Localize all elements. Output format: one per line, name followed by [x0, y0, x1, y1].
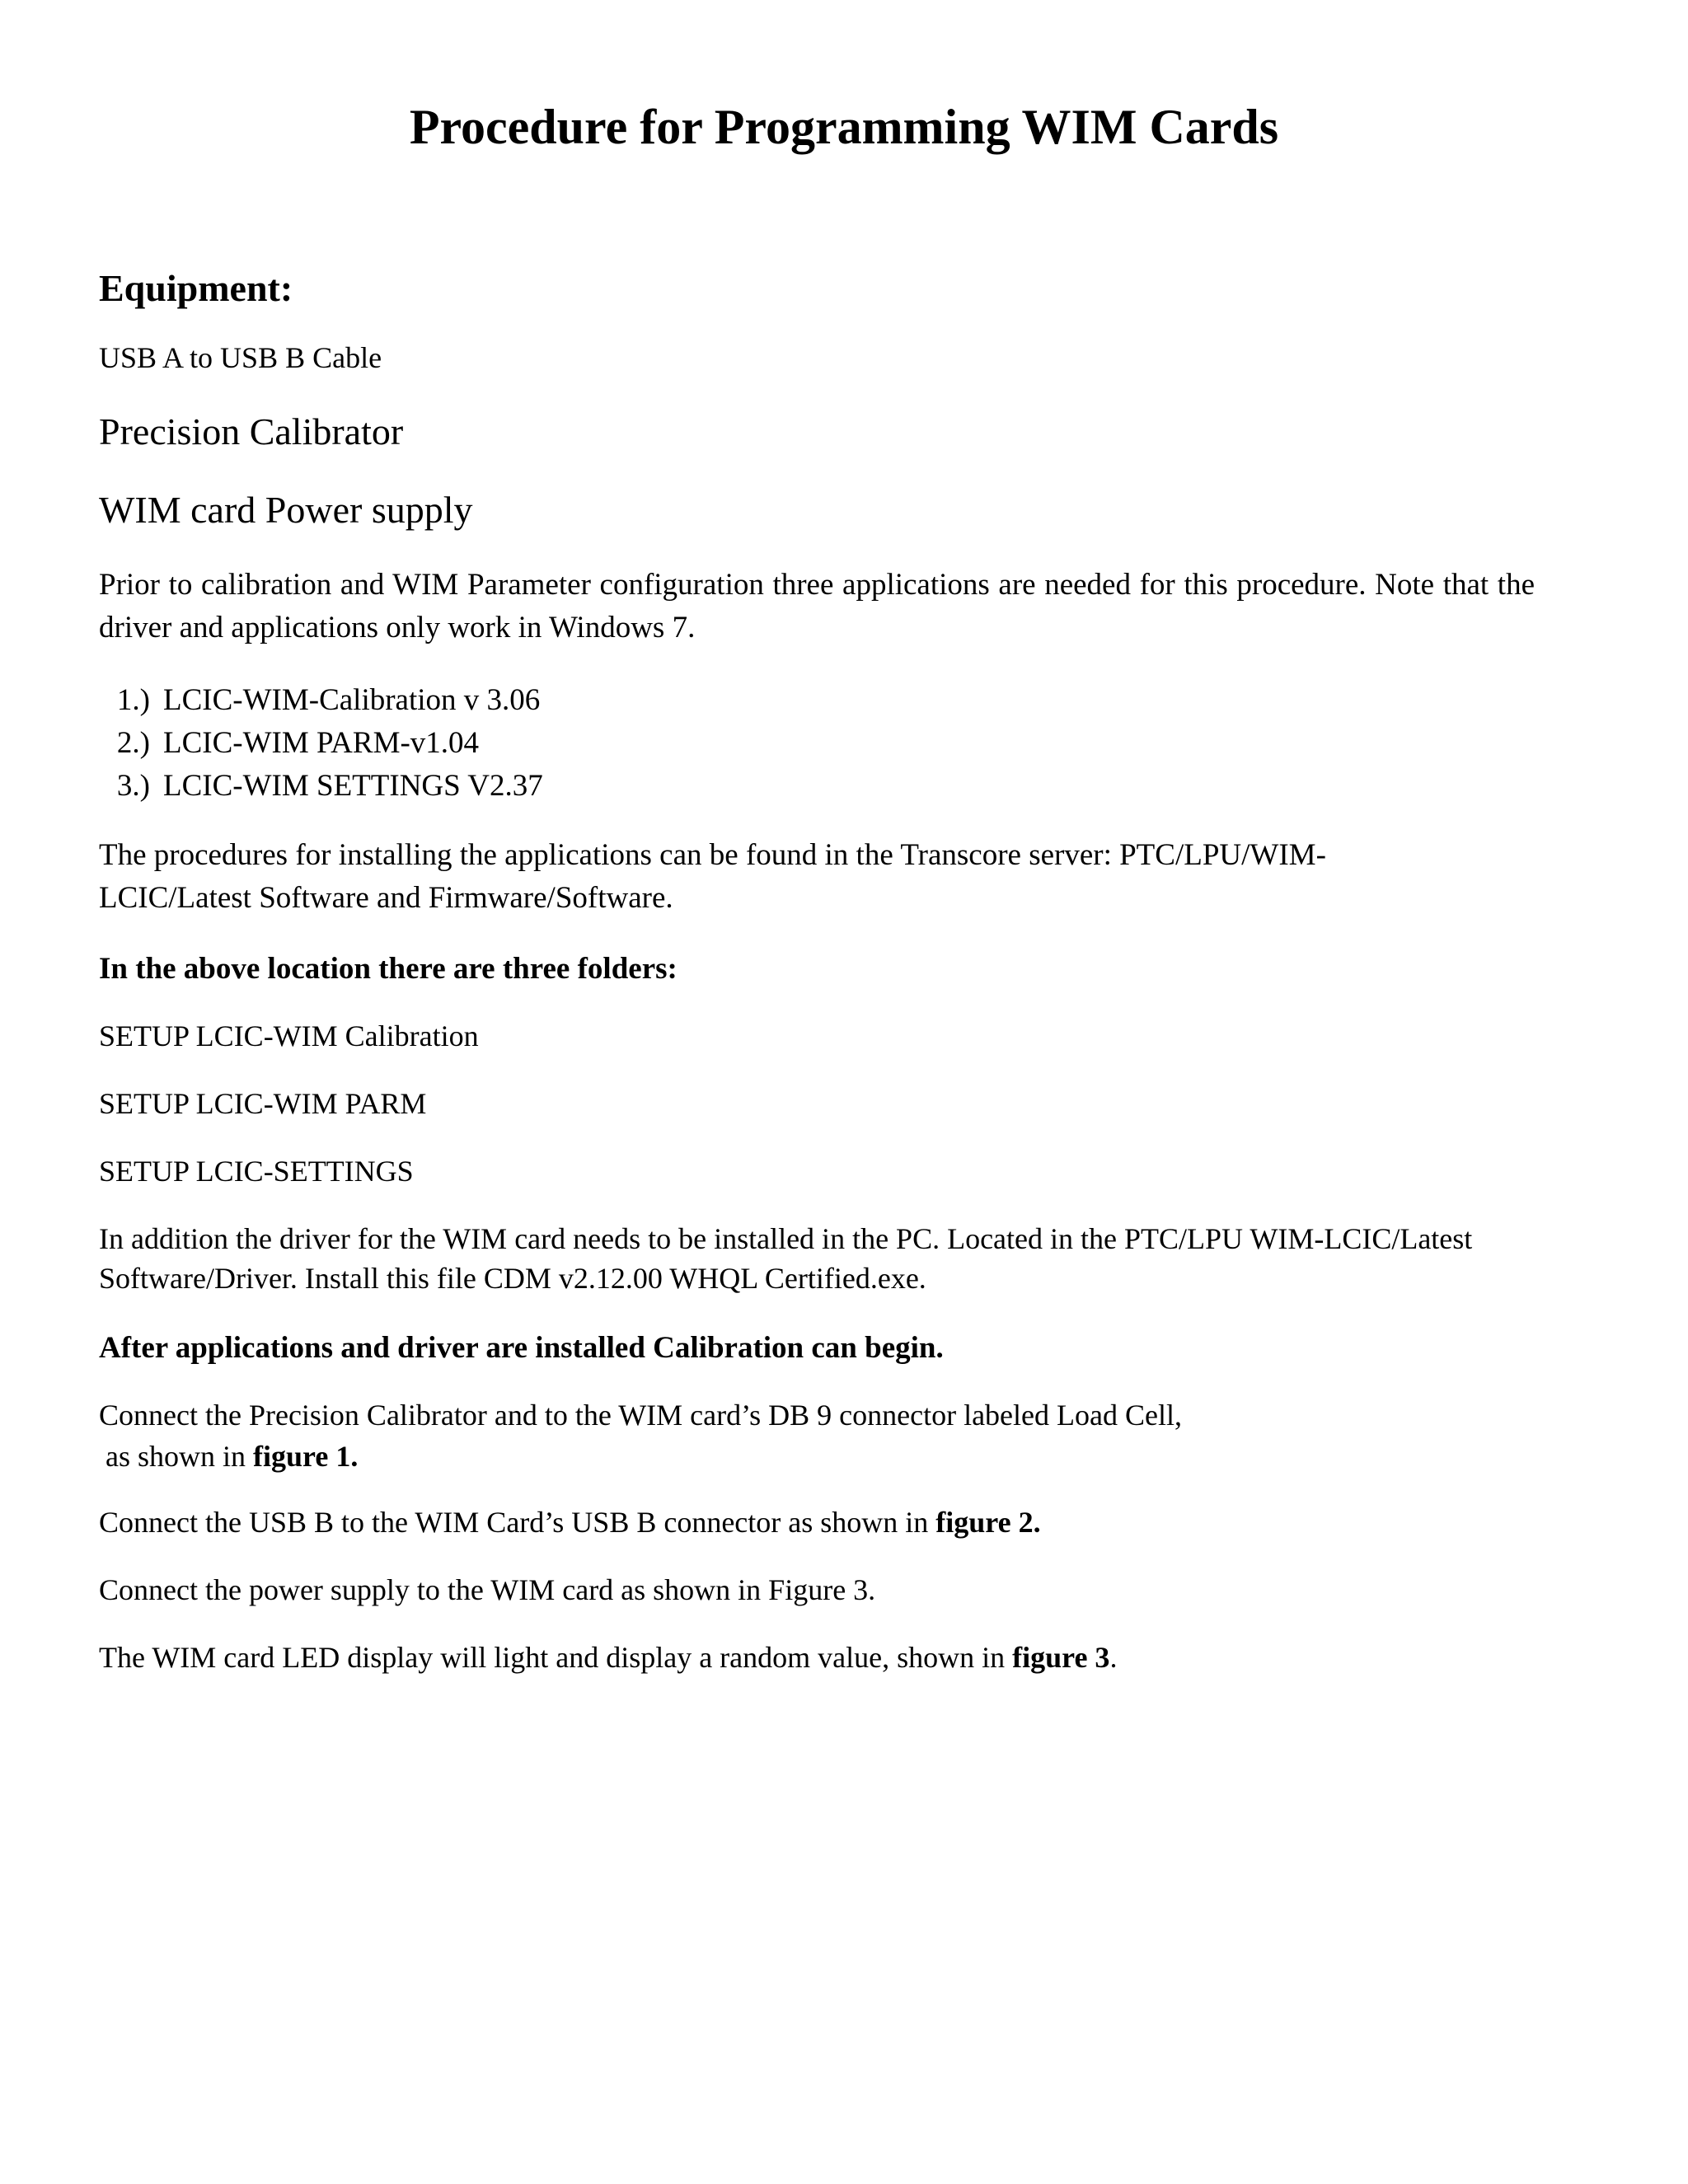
folder-item-parm: SETUP LCIC-WIM PARM	[99, 1087, 427, 1120]
equipment-item-power-supply: WIM card Power supply	[99, 489, 473, 531]
step-1-text: as shown in	[106, 1440, 253, 1473]
folder-item-calibration: SETUP LCIC-WIM Calibration	[99, 1019, 479, 1052]
calibration-heading: After applications and driver are installed Calibration can begin.	[99, 1331, 944, 1365]
list-number: 1.)	[116, 683, 150, 717]
list-item-text: LCIC-WIM PARM-v1.04	[163, 726, 480, 760]
page-title: Procedure for Programming WIM Cards	[409, 100, 1279, 154]
driver-line-2: Software/Driver. Install this file CDM v2.12.00 WHQL Certified.exe.	[99, 1262, 926, 1295]
install-location-line-1: The procedures for installing the applications can be found in the Transcore server: PTC/LPU/WIM-	[99, 838, 1326, 872]
step-2	[99, 1505, 1041, 1540]
intro-paragraph	[99, 564, 1535, 649]
application-list-item	[99, 768, 543, 804]
equipment-heading: Equipment:	[99, 267, 293, 309]
step-1-line-2	[106, 1439, 358, 1474]
equipment-item-precision-calibrator: Precision Calibrator	[99, 410, 404, 452]
figure-2-reference: figure 2.	[935, 1506, 1041, 1539]
intro-line-1: Prior to calibration and WIM Parameter configuration three applications are needed for this procedure. Note	[99, 568, 1435, 602]
intro-line-2: that the driver and applications only work in Windows 7.	[99, 568, 1536, 644]
step-4-text: The WIM card LED display will light and display a random value, shown in	[99, 1641, 1013, 1674]
step-1-line-1: Connect the Precision Calibrator and to the WIM card’s DB 9 connector labeled Load Cell,	[99, 1399, 1182, 1432]
list-item-text: LCIC-WIM SETTINGS V2.37	[163, 769, 543, 803]
install-location-line-2: LCIC/Latest Software and Firmware/Software.	[99, 881, 673, 915]
equipment-item-usb-cable: USB A to USB B Cable	[99, 341, 382, 374]
step-4	[99, 1640, 1117, 1675]
driver-line-1: In addition the driver for the WIM card needs to be installed in the PC. Located in the PTC/LPU WIM-LCIC/Latest	[99, 1222, 1473, 1255]
folder-item-settings: SETUP LCIC-SETTINGS	[99, 1155, 414, 1188]
list-item-text: LCIC-WIM-Calibration v 3.06	[163, 683, 541, 717]
folders-heading: In the above location there are three folders:	[99, 952, 678, 986]
application-list-item	[99, 682, 540, 719]
figure-3-reference: figure 3	[1012, 1641, 1110, 1674]
application-list-item	[99, 725, 479, 762]
figure-1-reference: figure 1.	[253, 1440, 359, 1473]
list-number: 2.)	[116, 726, 150, 760]
step-2-text: Connect the USB B to the WIM Card’s USB B connector as shown in	[99, 1506, 936, 1539]
list-number: 3.)	[116, 769, 150, 803]
step-4-suffix: .	[1109, 1641, 1118, 1674]
step-3: Connect the power supply to the WIM card as shown in Figure 3.	[99, 1573, 876, 1606]
